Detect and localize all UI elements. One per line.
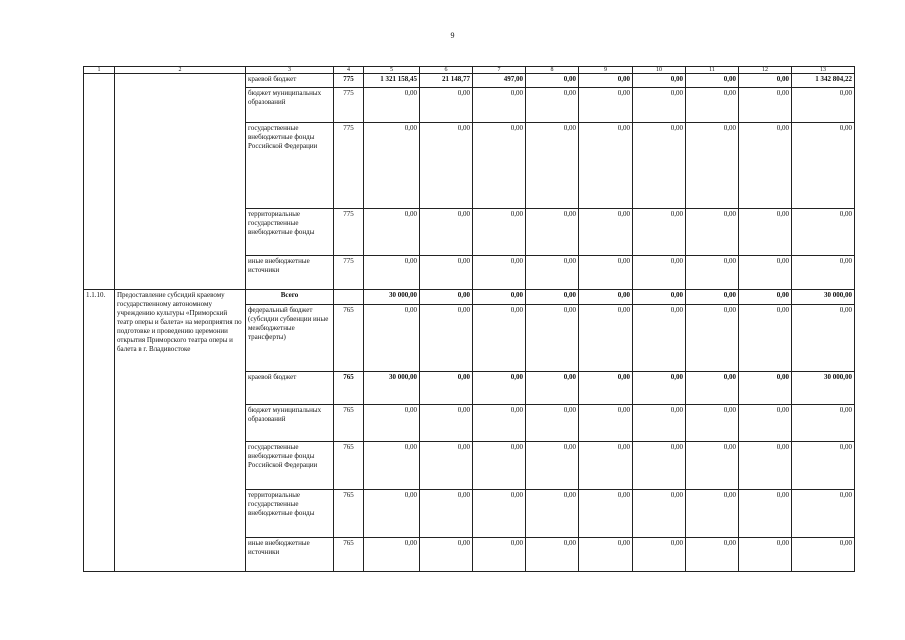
- amount-cell: 0,00: [792, 442, 855, 490]
- amount-cell: 0,00: [579, 305, 633, 372]
- amount-cell: 0,00: [579, 290, 633, 305]
- amount-cell: 0,00: [739, 256, 792, 290]
- amount-cell: 0,00: [633, 490, 686, 538]
- amount-cell: 0,00: [420, 256, 473, 290]
- budget-code-cell: 775: [334, 74, 364, 88]
- amount-cell: 0,00: [686, 123, 739, 209]
- funding-source-cell: бюджет муниципальных образований: [246, 405, 334, 442]
- amount-cell: 0,00: [686, 74, 739, 88]
- amount-cell: 0,00: [364, 538, 420, 572]
- amount-cell: 0,00: [420, 490, 473, 538]
- budget-code-cell: 765: [334, 405, 364, 442]
- amount-cell: 0,00: [579, 442, 633, 490]
- budget-code-cell: 765: [334, 372, 364, 405]
- amount-cell: 0,00: [633, 123, 686, 209]
- funding-source-cell: территориальные государственные внебюджетные фонды: [246, 490, 334, 538]
- col-number: 2: [115, 67, 246, 74]
- column-number-row: [84, 67, 855, 74]
- amount-cell: 0,00: [686, 290, 739, 305]
- amount-cell: 0,00: [739, 88, 792, 123]
- amount-cell: 0,00: [473, 538, 526, 572]
- amount-cell: 0,00: [792, 123, 855, 209]
- amount-cell: 0,00: [739, 372, 792, 405]
- amount-cell: 0,00: [473, 209, 526, 256]
- amount-cell: 0,00: [739, 74, 792, 88]
- amount-cell: 0,00: [526, 405, 579, 442]
- item-number-cell: 1.1.10.: [84, 290, 115, 572]
- amount-cell: 0,00: [526, 290, 579, 305]
- amount-cell: 0,00: [364, 209, 420, 256]
- amount-cell: 0,00: [739, 405, 792, 442]
- col-number: 6: [420, 67, 473, 74]
- budget-code-cell: 775: [334, 209, 364, 256]
- amount-cell: 0,00: [526, 538, 579, 572]
- budget-code-cell: 775: [334, 123, 364, 209]
- funding-source-cell: краевой бюджет: [246, 74, 334, 88]
- budget-code-cell: 765: [334, 442, 364, 490]
- funding-source-cell: Всего: [246, 290, 334, 305]
- amount-cell: 0,00: [364, 442, 420, 490]
- amount-cell: 0,00: [364, 305, 420, 372]
- amount-cell: 0,00: [579, 372, 633, 405]
- amount-cell: 0,00: [526, 88, 579, 123]
- amount-cell: 0,00: [473, 442, 526, 490]
- amount-cell: 0,00: [420, 405, 473, 442]
- amount-cell: 0,00: [473, 256, 526, 290]
- amount-cell: 0,00: [579, 88, 633, 123]
- amount-cell: 0,00: [420, 442, 473, 490]
- amount-cell: 0,00: [364, 256, 420, 290]
- amount-cell: 0,00: [526, 74, 579, 88]
- amount-cell: 0,00: [633, 209, 686, 256]
- funding-source-cell: краевой бюджет: [246, 372, 334, 405]
- amount-cell: 0,00: [792, 538, 855, 572]
- amount-cell: 0,00: [526, 305, 579, 372]
- amount-cell: 0,00: [364, 123, 420, 209]
- col-number: 10: [633, 67, 686, 74]
- amount-cell: 0,00: [473, 88, 526, 123]
- amount-cell: 0,00: [686, 490, 739, 538]
- amount-cell: 0,00: [473, 405, 526, 442]
- funding-source-cell: бюджет муниципальных образований: [246, 88, 334, 123]
- amount-cell: 0,00: [633, 290, 686, 305]
- amount-cell: 0,00: [364, 490, 420, 538]
- amount-cell: 0,00: [579, 209, 633, 256]
- amount-cell: 1 342 804,22: [792, 74, 855, 88]
- funding-source-cell: иные внебюджетные источники: [246, 538, 334, 572]
- amount-cell: 0,00: [420, 290, 473, 305]
- budget-code-cell: 775: [334, 88, 364, 123]
- amount-cell: 1 321 158,45: [364, 74, 420, 88]
- amount-cell: 0,00: [473, 305, 526, 372]
- amount-cell: 0,00: [739, 123, 792, 209]
- amount-cell: 0,00: [473, 490, 526, 538]
- amount-cell: 0,00: [792, 256, 855, 290]
- amount-cell: 0,00: [364, 405, 420, 442]
- item-number-cell: [84, 74, 115, 290]
- col-number: 1: [84, 67, 115, 74]
- budget-code-cell: [334, 290, 364, 305]
- amount-cell: 0,00: [420, 88, 473, 123]
- col-number: 8: [526, 67, 579, 74]
- amount-cell: 0,00: [686, 305, 739, 372]
- funding-source-cell: иные внебюджетные источники: [246, 256, 334, 290]
- amount-cell: 0,00: [420, 538, 473, 572]
- amount-cell: 0,00: [792, 88, 855, 123]
- amount-cell: 0,00: [739, 490, 792, 538]
- budget-table: [83, 66, 855, 572]
- amount-cell: 0,00: [526, 372, 579, 405]
- amount-cell: 0,00: [739, 305, 792, 372]
- amount-cell: 0,00: [579, 405, 633, 442]
- funding-source-cell: государственные внебюджетные фонды Российской Федерации: [246, 442, 334, 490]
- amount-cell: 0,00: [633, 256, 686, 290]
- col-number: 5: [364, 67, 420, 74]
- amount-cell: 0,00: [420, 123, 473, 209]
- amount-cell: 0,00: [686, 442, 739, 490]
- col-number: 3: [246, 67, 334, 74]
- amount-cell: 0,00: [633, 305, 686, 372]
- amount-cell: 0,00: [739, 538, 792, 572]
- amount-cell: 0,00: [686, 88, 739, 123]
- col-number: 13: [792, 67, 855, 74]
- amount-cell: 0,00: [364, 88, 420, 123]
- budget-code-cell: 765: [334, 490, 364, 538]
- funding-source-cell: федеральный бюджет (субсидии субвенции иные межбюджетные трансферты): [246, 305, 334, 372]
- budget-code-cell: 765: [334, 305, 364, 372]
- amount-cell: 0,00: [739, 290, 792, 305]
- funding-source-cell: государственные внебюджетные фонды Российской Федерации: [246, 123, 334, 209]
- amount-cell: 0,00: [579, 490, 633, 538]
- amount-cell: 30 000,00: [792, 290, 855, 305]
- amount-cell: 0,00: [633, 88, 686, 123]
- amount-cell: 0,00: [579, 538, 633, 572]
- amount-cell: 0,00: [420, 209, 473, 256]
- amount-cell: 0,00: [739, 209, 792, 256]
- amount-cell: 0,00: [420, 372, 473, 405]
- amount-cell: 0,00: [633, 372, 686, 405]
- amount-cell: 0,00: [686, 538, 739, 572]
- amount-cell: 497,00: [473, 74, 526, 88]
- col-number: 9: [579, 67, 633, 74]
- amount-cell: 0,00: [633, 405, 686, 442]
- amount-cell: 0,00: [473, 372, 526, 405]
- amount-cell: 0,00: [526, 123, 579, 209]
- table-row: [84, 290, 855, 305]
- amount-cell: 0,00: [526, 256, 579, 290]
- amount-cell: 30 000,00: [364, 372, 420, 405]
- amount-cell: 0,00: [686, 372, 739, 405]
- amount-cell: 0,00: [686, 256, 739, 290]
- amount-cell: 0,00: [526, 442, 579, 490]
- col-number: 4: [334, 67, 364, 74]
- table-row: [84, 74, 855, 88]
- amount-cell: 0,00: [633, 74, 686, 88]
- amount-cell: 0,00: [686, 405, 739, 442]
- amount-cell: 0,00: [579, 74, 633, 88]
- amount-cell: 0,00: [526, 490, 579, 538]
- amount-cell: 21 148,77: [420, 74, 473, 88]
- amount-cell: 0,00: [579, 256, 633, 290]
- funding-source-cell: территориальные государственные внебюджетные фонды: [246, 209, 334, 256]
- amount-cell: 0,00: [526, 209, 579, 256]
- amount-cell: 0,00: [473, 123, 526, 209]
- col-number: 7: [473, 67, 526, 74]
- amount-cell: 0,00: [633, 442, 686, 490]
- amount-cell: 0,00: [579, 123, 633, 209]
- col-number: 12: [739, 67, 792, 74]
- amount-cell: 0,00: [792, 305, 855, 372]
- budget-code-cell: 765: [334, 538, 364, 572]
- amount-cell: 0,00: [686, 209, 739, 256]
- item-name-cell: Предоставление субсидий краевому государственному автономному учреждению культуры «Приморский театр оперы и балета» на мероприятия по подготовке и проведению церемонии открытия Приморского театра оперы и балета в г. Владивостоке: [115, 290, 246, 572]
- amount-cell: 30 000,00: [364, 290, 420, 305]
- amount-cell: 0,00: [792, 405, 855, 442]
- amount-cell: 0,00: [792, 490, 855, 538]
- amount-cell: 0,00: [473, 290, 526, 305]
- amount-cell: 0,00: [633, 538, 686, 572]
- amount-cell: 0,00: [420, 305, 473, 372]
- page-number: 9: [450, 31, 455, 40]
- amount-cell: 0,00: [739, 442, 792, 490]
- budget-code-cell: 775: [334, 256, 364, 290]
- item-name-cell: [115, 74, 246, 290]
- col-number: 11: [686, 67, 739, 74]
- amount-cell: 30 000,00: [792, 372, 855, 405]
- amount-cell: 0,00: [792, 209, 855, 256]
